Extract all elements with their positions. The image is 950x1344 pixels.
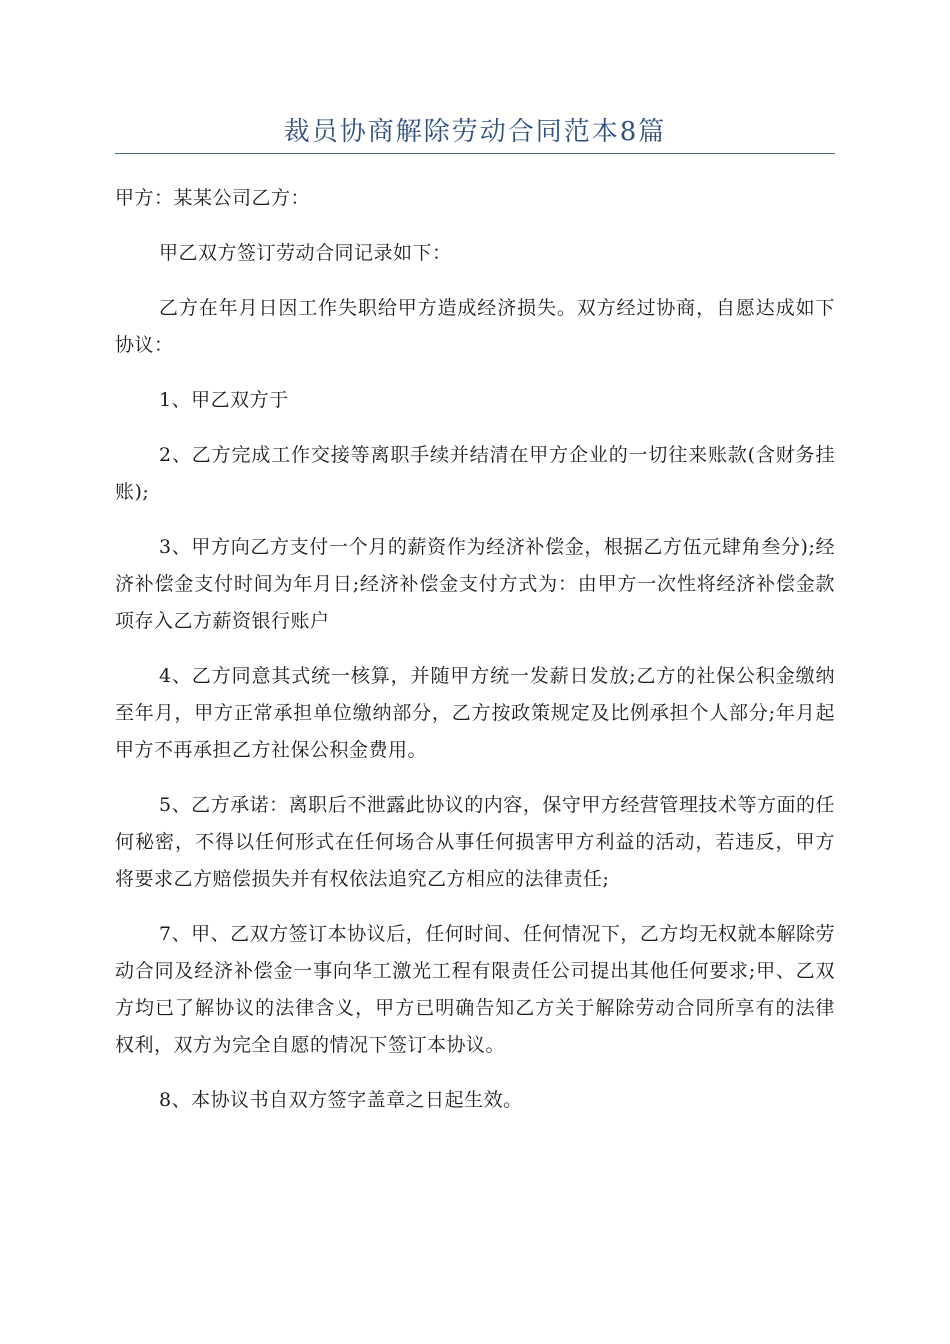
- clause-8: 8、本协议书自双方签字盖章之日起生效。: [159, 1089, 523, 1111]
- party-line: 甲方：某某公司乙方：: [115, 187, 311, 209]
- title-underline: [115, 153, 835, 154]
- clause-5: 5、乙方承诺：离职后不泄露此协议的内容，保守甲方经营管理技术等方面的任何秘密，不得以任何形式在任何场合从事任何损害甲方利益的活动，若违反，甲方将要求乙方赔偿损失并有权依法追究乙方相应的法律责任;: [115, 794, 835, 890]
- document-body: [115, 180, 835, 1137]
- clause-1: 1、甲乙双方于: [159, 389, 289, 411]
- background-paragraph: 乙方在年月日因工作失职给甲方造成经济损失。双方经过协商，自愿达成如下协议：: [115, 297, 835, 356]
- intro-paragraph: 甲乙双方签订劳动合同记录如下：: [159, 242, 452, 264]
- clause-4: 4、乙方同意其式统一核算，并随甲方统一发薪日发放;乙方的社保公积金缴纳至年月，甲方正常承担单位缴纳部分，乙方按政策规定及比例承担个人部分;年月起甲方不再承担乙方社保公积金费用。: [115, 665, 835, 761]
- clause-3: 3、甲方向乙方支付一个月的薪资作为经济补偿金，根据乙方伍元肆角叁分);经济补偿金支付时间为年月日;经济补偿金支付方式为：由甲方一次性将经济补偿金款项存入乙方薪资银行账户: [115, 536, 835, 632]
- clause-2: 2、乙方完成工作交接等离职手续并结清在甲方企业的一切往来账款(含财务挂账);: [115, 444, 835, 503]
- clause-7: 7、甲、乙双方签订本协议后，任何时间、任何情况下，乙方均无权就本解除劳动合同及经济补偿金一事向华工激光工程有限责任公司提出其他任何要求;甲、乙双方均已了解协议的法律含义，甲方已明确告知乙方关于解除劳动合同所享有的法律权利，双方为完全自愿的情况下签订本协议。: [115, 923, 835, 1056]
- document-title: 裁员协商解除劳动合同范本8篇: [283, 117, 667, 147]
